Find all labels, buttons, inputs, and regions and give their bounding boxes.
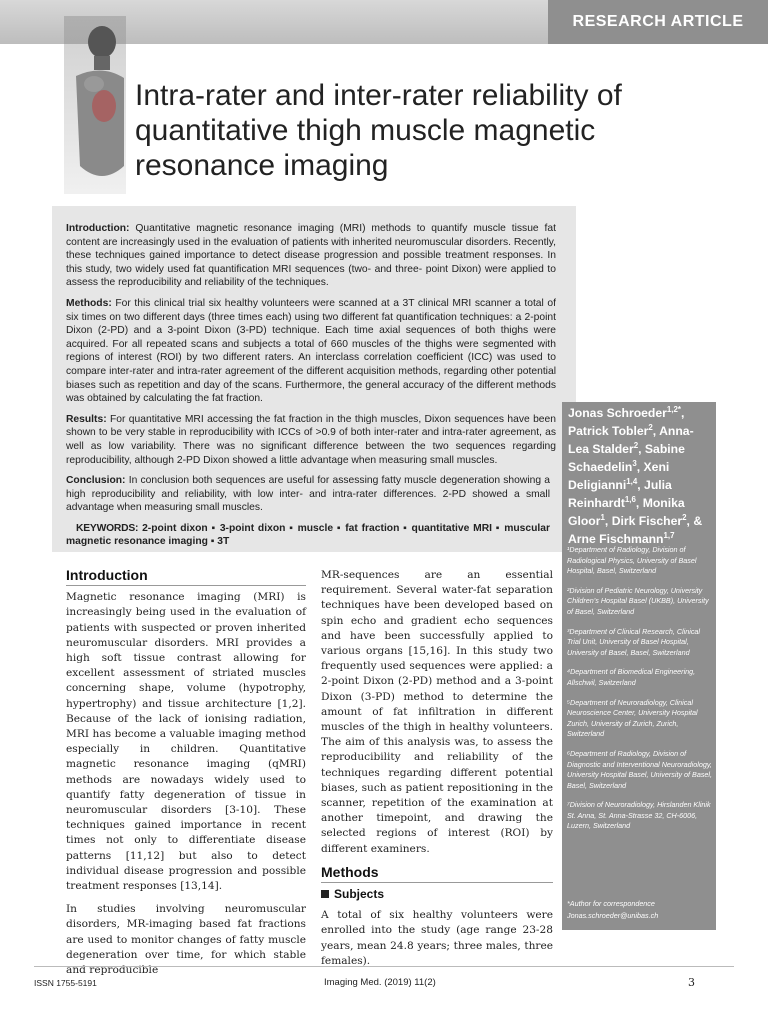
- article-type-banner: RESEARCH ARTICLE: [548, 0, 768, 44]
- section-heading-introduction: Introduction: [66, 568, 306, 586]
- abstract-introduction: Introduction: Quantitative magnetic resonance imaging (MRI) methods to quantify muscle tissue fat content are increasingly used in the evaluation of patients with inherited neuromuscular disorders. Recently, these techniques gained importance to detect disease progression and possible treatment responses. In this study, two widely used fat quantification MRI sequences (two- and three- point Dixon) were applied to assess the reproducibility and reliability of the techniques.: [66, 223, 556, 289]
- anatomy-illustration-icon: [64, 16, 126, 194]
- affiliation-item: ⁴Department of Biomedical Engineering, Allschwil, Switzerland: [567, 667, 696, 687]
- paragraph: Magnetic resonance imaging (MRI) is increasingly being used in the evaluation of patients with suspected or proven inherited neuromuscular disorders. MRI provides a high soft tissue contrast allowing for excellent assessment of striated muscles concerning shape, volume (hypotrophy, hypertrophy) and tissue architecture [1,2]. Because of the lack of ionising radiation, MRI has become a valuable imaging method especially in children. Quantitative magnetic resonance imaging (qMRI) methods are nowadays widely used to quantify fatty degeneration of tissue in neuromuscular disorders [3-10]. These techniques gained importance in recent times not only to differentiate disease patterns [11,12] but also to detect individual disease progression and possible treatment responses [13,14].: [66, 591, 306, 893]
- keywords: KEYWORDS: 2-point dixon ▪ 3-point dixon ▪ muscle ▪ fat fraction ▪ quantitative MRI ▪ muscular magnetic resonance imaging ▪ 3T: [66, 522, 550, 548]
- affiliation-item: ⁶Department of Radiology, Division of Diagnostic and Interventional Neuroradiology, University Hospital Basel, University of Basel, Basel, Switzerland: [567, 748, 712, 790]
- body-column-right: [321, 568, 553, 977]
- paragraph: MR-sequences are an essential requirement. Several water-fat separation techniques have been developed based on spin echo and gradient echo sequences and have been successfully applied to various organs [15,16]. In this study two frequently used sequences were applied: a 2-point Dixon (2-PD) method and a 3-point Dixon (3-PD) method to determine the amount of fat infiltration in different muscles of the thigh in healthy volunteers. The aim of this analysis was, to assess the reproducibility and reliability of the techniques regarding different potential biases, such as patient repositioning in the scanner, repetition of the examination at another timepoint, and drawing the selected regions of interest (ROI) by different examiners.: [321, 569, 553, 855]
- affiliation-item: ²Division of Pediatric Neurology, University Children’s Hospital Basel (UKBB), University of Basel, Switzerland: [567, 585, 709, 616]
- square-bullet-icon: [321, 890, 329, 898]
- page-number: 3: [688, 976, 695, 989]
- abstract-results: Results: For quantitative MRI accessing the fat fraction in the thigh muscles, Dixon sequences have been shown to be very stable in reproducibility with ICCs of >0.9 of both inter-rater and intra-rater agreement, as well as low variability. There was no significant difference between the two sequences regarding reproducibility, although 2-PD Dixon showed a little advantage when measuring small muscles.: [66, 413, 556, 466]
- abstract-conclusion: Conclusion: In conclusion both sequences are useful for assessing fatty muscle degeneration showing a high reproducibility and reliability, with low inter- and intra-rater differences. 2-PD showed a small advantage when measuring small muscles.: [66, 475, 550, 514]
- correspondence: [567, 898, 713, 922]
- journal-citation: Imaging Med. (2019) 11(2): [324, 977, 436, 988]
- affiliation-list: [567, 545, 713, 841]
- affiliation-item: ³Department of Clinical Research, Clinical Trial Unit, University of Basel Hospital, University of Basel, Basel, Switzerland: [567, 626, 701, 657]
- abstract-text: [66, 222, 556, 556]
- subsection-heading-subjects: Subjects: [321, 887, 553, 902]
- paragraph: In studies involving neuromuscular disorders, MR-imaging based fat fractions are used to monitor changes of fatty muscle degeneration over time, for which stable and reproducible: [66, 903, 306, 977]
- correspondence-label: *Author for correspondence: [567, 899, 655, 908]
- section-heading-methods: Methods: [321, 865, 553, 883]
- issn: ISSN 1755-5191: [34, 978, 97, 988]
- paragraph: A total of six healthy volunteers were enrolled into the study (age range 23-28 years, mean 24.8 years; three males, three females).: [321, 909, 553, 967]
- correspondence-email[interactable]: Jonas.schroeder@unibas.ch: [567, 911, 659, 920]
- article-title: Intra-rater and inter-rater reliability of quantitative thigh muscle magnetic resonance imaging: [135, 79, 622, 182]
- affiliation-item: ⁷Division of Neuroradiology, Hirslanden Klinik St. Anna, St. Anna-Strasse 32, CH-6006, Luzern, Switzerland: [567, 800, 711, 831]
- body-column-left: [66, 568, 306, 986]
- author-list: Jonas Schroeder$^{1,2*}$, Patrick Tobler$^2$, Anna-Lea Stalder$^2$, Sabine Schaedelin$^3$, Xeni Deligianni$^{1,4}$, Julia Reinhardt$^{1,6}$, Monika Gloor$^1$, Dirk Fischer$^2$, & Arne Fischmann$^{1,7}$: [568, 404, 703, 546]
- affiliation-item: ⁵Department of Neuroradiology, Clinical Neuroscience Center, University Hospital Zurich, University of Zurich, Zurich, Switzerland: [567, 697, 698, 739]
- abstract-methods: Methods: For this clinical trial six healthy volunteers were scanned at a 3T clinical MRI scanner a total of six times on two different days (three times each) using two different fat quantification techniques: a 2-point Dixon (2-PD) and a 3-point Dixon (3-PD) technique. Each time axial sequences of both thighs were acquired. For all repeated scans and subjects a total of 660 muscles of the thighs were segmented with regions of interest (ROI) by two different raters. An interclass correlation coefficient (ICC) was used to compare inter-rater and intra-rater agreement of the different acquisition methods, regarding other potential biases such as repetition and day of the scans. Furthermore, the general accuracy of the different methods was obtained by calculating the fat fraction.: [66, 297, 556, 405]
- affiliation-item: ¹Department of Radiology, Division of Radiological Physics, University of Basel Hospital, Basel, Switzerland: [567, 545, 697, 576]
- footer-divider: [34, 966, 734, 967]
